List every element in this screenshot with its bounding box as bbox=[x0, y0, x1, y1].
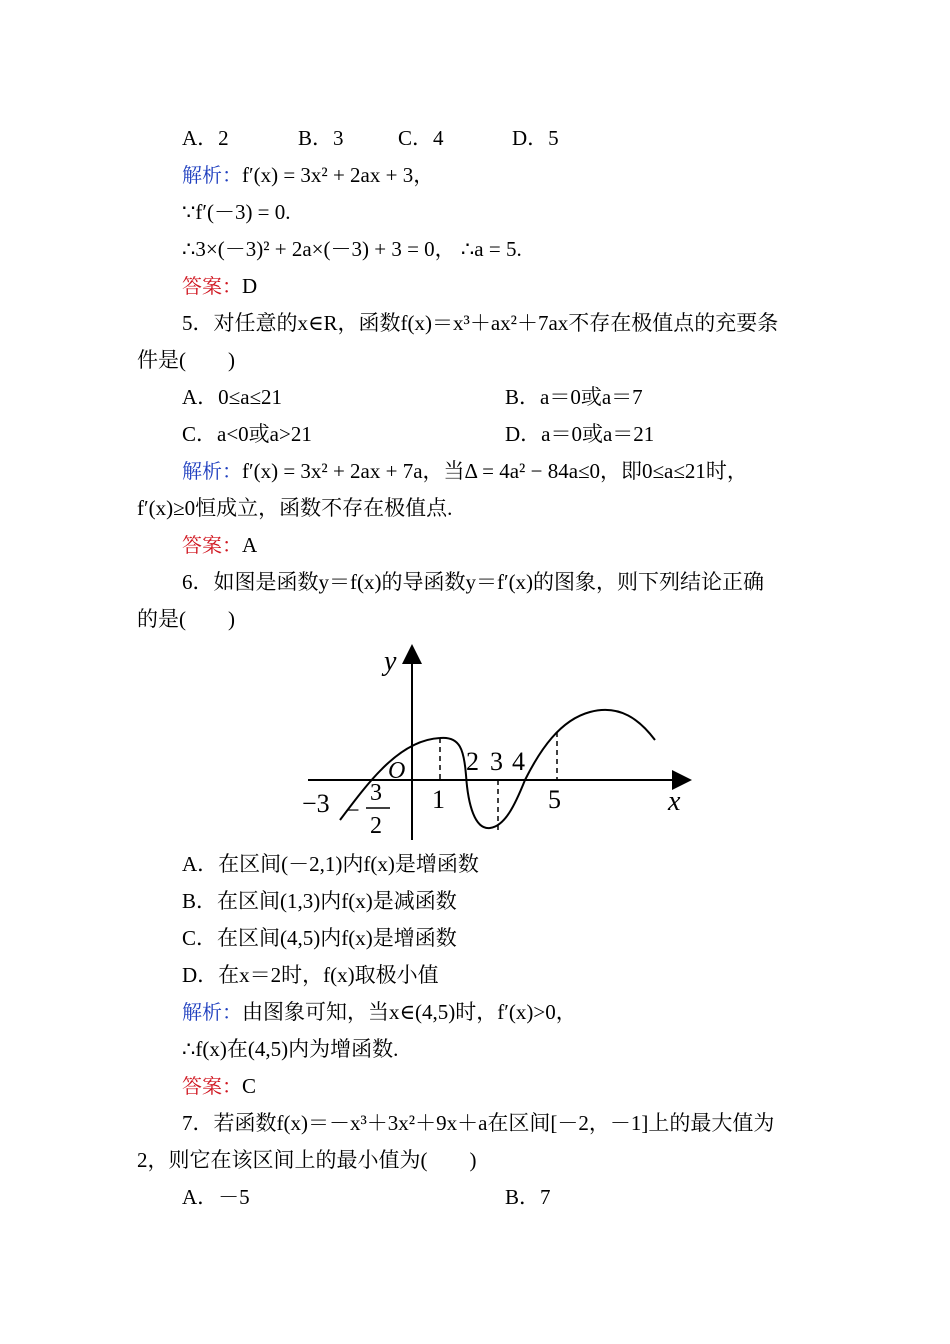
y-axis-label: y bbox=[384, 646, 397, 677]
q6-analysis-line-2: ∴f(x)在(4,5)内为增函数. bbox=[182, 1037, 399, 1061]
q5-stem-line-2: 件是( ) bbox=[137, 348, 235, 372]
q6-stem-line-1: 6．如图是函数y＝f(x)的导函数y＝f′(x)的图象，则下列结论正确 bbox=[182, 570, 765, 594]
tick-label-1: 1 bbox=[432, 785, 445, 814]
tick-label-2: 2 bbox=[466, 747, 479, 776]
q5-analysis-line-2: f′(x)≥0恒成立，函数不存在极值点. bbox=[137, 496, 453, 520]
tick-label-5: 5 bbox=[548, 785, 561, 814]
q7-option-b: B．7 bbox=[505, 1185, 551, 1209]
q4-answer bbox=[182, 272, 257, 300]
q6-answer-value: C bbox=[242, 1074, 257, 1098]
origin-label: O bbox=[388, 758, 406, 784]
q4-answer-label: 答案： bbox=[182, 274, 242, 298]
q4-analysis-line-1: f′(x) = 3x² + 2ax + 3， bbox=[242, 163, 435, 187]
tick-label-neg-sign: − bbox=[346, 798, 360, 824]
x-axis-label: x bbox=[668, 786, 681, 817]
q4-option-b: B．3 bbox=[298, 126, 344, 150]
q6-stem-line-2: 的是( ) bbox=[137, 607, 235, 631]
q6-option-a: A．在区间(－2,1)内f(x)是增函数 bbox=[182, 852, 479, 876]
q5-option-d: D．a＝0或a＝21 bbox=[505, 422, 655, 446]
q4-option-a: A．2 bbox=[182, 126, 229, 150]
q5-option-c: C．a<0或a>21 bbox=[182, 422, 312, 446]
q5-option-a: A．0≤a≤21 bbox=[182, 385, 283, 409]
q4-answer-value: D bbox=[242, 274, 258, 298]
q5-analysis bbox=[182, 457, 748, 485]
q7-option-a: A．－5 bbox=[182, 1185, 250, 1209]
q6-analysis-label: 解析： bbox=[182, 1000, 242, 1024]
tick-label-3-num: 3 bbox=[370, 780, 382, 806]
q5-answer bbox=[182, 531, 257, 559]
q7-stem-line-1: 7．若函数f(x)＝－x³＋3x²＋9x＋a在区间[－2，－1]上的最大值为 bbox=[182, 1111, 775, 1135]
q4-option-c: C．4 bbox=[398, 126, 444, 150]
q5-answer-value: A bbox=[242, 533, 258, 557]
q5-analysis-line-1: f′(x) = 3x² + 2ax + 7a，当Δ = 4a² − 84a≤0，即0≤a≤21时， bbox=[242, 459, 748, 483]
tick-label-2-den: 2 bbox=[370, 813, 382, 839]
q4-analysis bbox=[182, 161, 434, 189]
q5-analysis-label: 解析： bbox=[182, 459, 242, 483]
q4-option-d: D．5 bbox=[512, 126, 559, 150]
q6-option-c: C．在区间(4,5)内f(x)是增函数 bbox=[182, 926, 457, 950]
q5-answer-label: 答案： bbox=[182, 533, 242, 557]
q4-analysis-line-2: ∵f′(－3) = 0. bbox=[182, 200, 291, 224]
q6-analysis bbox=[182, 998, 577, 1026]
q6-option-b: B．在区间(1,3)内f(x)是减函数 bbox=[182, 889, 457, 913]
tick-label-3: 3 bbox=[490, 747, 503, 776]
q6-answer bbox=[182, 1072, 256, 1100]
q6-option-d: D．在x＝2时，f(x)取极小值 bbox=[182, 963, 439, 987]
q4-analysis-label: 解析： bbox=[182, 163, 242, 187]
q6-analysis-line-1: 由图象可知，当x∈(4,5)时，f′(x)>0， bbox=[242, 1000, 577, 1024]
q7-stem-line-2: 2，则它在该区间上的最小值为( ) bbox=[137, 1148, 477, 1172]
derivative-graph bbox=[300, 640, 700, 850]
tick-label-4: 4 bbox=[512, 747, 525, 776]
q5-stem-line-1: 5．对任意的x∈R，函数f(x)＝x³＋ax²＋7ax不存在极值点的充要条 bbox=[182, 311, 779, 335]
q6-answer-label: 答案： bbox=[182, 1074, 242, 1098]
tick-label-neg3: −3 bbox=[302, 789, 330, 818]
q5-option-b: B．a＝0或a＝7 bbox=[505, 385, 643, 409]
q4-analysis-line-3: ∴3×(－3)² + 2a×(－3) + 3 = 0， ∴a = 5. bbox=[182, 237, 522, 261]
